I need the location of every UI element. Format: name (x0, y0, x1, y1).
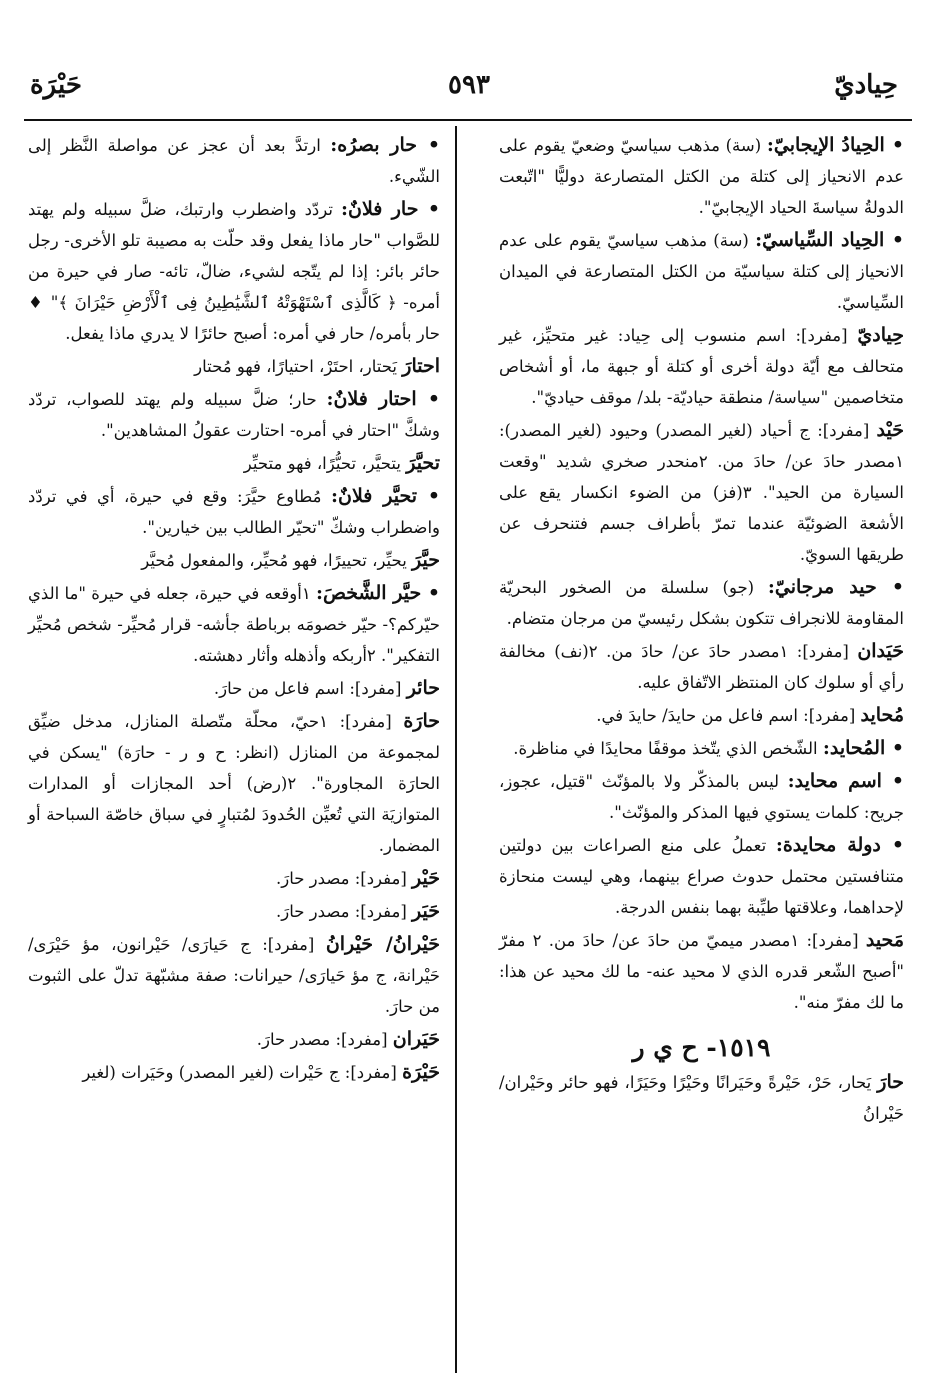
dictionary-entry (28, 706, 440, 861)
dictionary-entry (499, 225, 904, 318)
header-rule (24, 119, 912, 121)
entry-headword: • الحِياد السِّياسيّ: (755, 229, 905, 251)
dictionary-entry (28, 448, 440, 479)
entry-definition: (جو) سلسلة من الصخور البحريّة المقاومة للانجراف تتكون بشكل رئيسيّ من مرجان متضام. (499, 578, 904, 628)
dictionary-entry (28, 578, 440, 671)
entry-definition: يتحيَّر، تحيُّرًا، فهو متحيِّر (243, 454, 407, 473)
entry-definition: الشّخص الذي يتّخذ موقفًا محايدًا في مناظرة. (513, 739, 823, 758)
page-number: ٥٩٣ (448, 70, 490, 100)
dictionary-entry (499, 925, 904, 1018)
entry-definition: [مفرد]: مصدر حارَ. (276, 869, 413, 888)
entry-definition: [مفرد]: ج حَيارَى/ حَيْرانون، مؤ حَيْرَى/ حَيْرانة، ج مؤ حَيارَى/ حيرانات: صفة مشبّهة تدلّ على الثبوت من حارَ. (28, 935, 440, 1016)
entry-definition: [مفرد]: ج حَيْرات (لغير المصدر) وحَيَرات (لغير (82, 1063, 403, 1082)
entry-headword: حَيَر (412, 900, 440, 922)
entry-headword: • المُحايد: (822, 737, 904, 759)
entry-definition: يحيِّر، تحييرًا، فهو مُحيِّر، والمفعول مُحيَّر (141, 551, 413, 570)
entry-definition: [مفرد]: اسم منسوب إلى حِياد: غير متحيِّز، غير متحالف مع أيّة دولة أخرى أو كتلة أو جبهة ما، أو أشخاص متخاصمين "سياسة/ منطقة حياديّة- بلد/ موقف حياديّ". (499, 326, 904, 407)
left-column (28, 130, 440, 1090)
column-separator (455, 126, 457, 1373)
entry-definition: ١أوقعه في حيرة، جعله في حيرة "ما الذي حيّركم؟- حيّر خصومَه برباطة جأشه- قرار مُحيِّر- شخص مُحيِّر التفكير". ٢أربكه وأذهله وأثار دهشته. (28, 584, 440, 665)
dictionary-entry (499, 636, 904, 698)
dictionary-entry (28, 929, 440, 1022)
entry-headword: حَيَران (392, 1028, 440, 1050)
entry-definition: (سة) مذهب سياسيّ يقوم على عدم الانحياز إلى كتلة سياسيّة من الكتل المتصارعة في الميدان السِّياسيّ. (499, 231, 904, 312)
entry-headword: • حار بصرُه: (330, 134, 440, 156)
entry-definition: [مفرد]: ج أحياد (لغير المصدر) وحيود (لغير المصدر): ١مصدر حادَ عن/ حادَ من. ٢منحدر صخري شديد "وقعت السيارة من الحيد". ٣(فز) من الضوء انكسار يقع على الأشعة الضوئيّة عندما تمرّ بأطراف جسم فتنحرف عن طريقها السويّ. (499, 421, 904, 564)
dictionary-entry (28, 545, 440, 576)
right-column (499, 130, 904, 1131)
entry-headword: حائر (406, 677, 440, 699)
entry-headword: • تحيَّر فلانٌ: (331, 485, 441, 507)
entry-headword: حارَ (877, 1071, 904, 1093)
entry-definition: تردّد واضطرب وارتبك، ضلَّ سبيله ولم يهتد للصَّواب "حار ماذا يفعل وقد حلّت به مصيبة تلو الأخرى- رجل حائر بائر: إذا لم يتّجه لشيء، ضالّ، تائه- صار في حيرة من أمره- ﴿ كَالَّذِى ٱسْتَهْوَتْهُ ٱلشَّيَٰطِينُ فِى ٱلْأَرْضِ حَيْرَانَ ﴾" ♦ حار بأمره/ حار في أمره: أصبح حائرًا لا يدري ماذا يفعل. (28, 200, 440, 343)
entry-headword: مَحيد (865, 929, 904, 951)
dictionary-entry (28, 351, 440, 382)
entry-headword: • دولة محايدة: (775, 834, 904, 856)
dictionary-entry (28, 673, 440, 704)
dictionary-entry (499, 700, 904, 731)
entry-headword: تحيَّرَ (406, 452, 440, 474)
dictionary-entry (499, 130, 904, 223)
dictionary-entry (28, 130, 440, 192)
entry-definition: (سة) مذهب سياسيّ وضعيّ يقوم على عدم الانحياز إلى كتلة من الكتل المتصارعة دوليًّا "اتّبعت الدولةُ سياسةَ الحياد الإيجابيّ". (499, 136, 904, 217)
dictionary-entry (28, 384, 440, 446)
dictionary-entry (499, 1067, 904, 1129)
entry-definition: [مفرد]: ١مصدر ميميّ من حادَ عن/ حادَ من. ٢ مفرّ "أصبح الشّعر قدره الذي لا محيد عنه- ما لك محيد عن هذا: ما لك مفرّ منه". (499, 931, 904, 1012)
dictionary-entry (28, 1057, 440, 1088)
entry-headword: حَيْرَة (402, 1061, 440, 1083)
dictionary-entry (28, 863, 440, 894)
entry-headword: • حيَّر الشَّخصَ: (316, 582, 440, 604)
dictionary-entry (499, 572, 904, 634)
entry-headword: • احتار فلانٌ: (326, 388, 440, 410)
entry-definition: [مفرد]: اسم فاعل من حارَ. (213, 679, 407, 698)
dictionary-entry (28, 896, 440, 927)
entry-headword: • الحِيادُ الإيجابيّ: (766, 134, 904, 156)
entry-headword: حَيْد (876, 419, 904, 441)
entry-definition: ارتدَّ بعد أن عجز عن مواصلة النَّظر إلى الشّيء. (28, 136, 440, 186)
entry-headword: حَيْرانُ/ حَيْرانُ (325, 933, 440, 955)
entry-definition: [مفرد]: اسم فاعل من حايدَ/ حايدَ في. (596, 706, 861, 725)
dictionary-entry (28, 1024, 440, 1055)
entry-definition: تعملُ على منع الصراعات بين دولتين متنافستين محتمل حدوث صراع بينهما، وهي ليست منحازة لإحداهما، وعلاقتها طيِّبة بهما بنفس الدرجة. (499, 836, 904, 917)
dictionary-entry (499, 766, 904, 828)
entry-definition: ليس بالمذكّر ولا بالمؤنّث "قتيل، عجوز، جريح: كلمات يستوي فيها المذكر والمؤنّث". (499, 772, 904, 822)
entry-headword: • اسم محايد: (787, 770, 904, 792)
entry-headword: حارَة (403, 710, 440, 732)
entry-headword: • حيد مرجانيّ: (767, 576, 904, 598)
entry-headword: حَيْر (412, 867, 440, 889)
dictionary-entry (28, 481, 440, 543)
entry-definition: يَحتار، احتَرْ، احتيارًا، فهو مُحتار (194, 357, 403, 376)
guide-word-right: حِياديّ (834, 70, 898, 100)
entry-headword: حيَّرَ (412, 549, 440, 571)
dictionary-entry (499, 320, 904, 413)
entry-headword: حَيَدان (857, 640, 905, 662)
dictionary-entry (499, 830, 904, 923)
entry-definition: [مفرد]: ١مصدر حادَ عن/ حادَ من. ٢(نف) مخالفة رأي أو سلوك كان المنتظر الاتّفاق عليه. (499, 642, 904, 692)
entry-headword: مُحايد (860, 704, 904, 726)
dictionary-entry (499, 415, 904, 570)
entry-definition: [مفرد]: مصدر حارَ. (276, 902, 413, 921)
entry-headword: • حار فلانٌ: (340, 198, 440, 220)
guide-word-left: حَيْرَة (30, 70, 82, 100)
entry-headword: حِياديّ (857, 324, 904, 346)
entry-definition: حار؛ ضلَّ سبيله ولم يهتد للصواب، تردّد وشكَّ "احتار في أمره- احتارت عقولُ المشاهدين". (28, 390, 440, 440)
entry-definition: [مفرد]: ١حيّ، محلّة متّصلة المنازل، مدخل ضيِّق لمجموعة من المنازل (انظر: ح و ر - حارَة) "يسكن في الحارَة المجاورة". ٢(رض) أحد المجازات أو المدارات المتوازيَة التي تُعيِّن الحُدودَ لمُتبارٍ في سباق خاصّة السباحة أو المضمار. (28, 712, 440, 855)
entry-definition: [مفرد]: مصدر حارَ. (256, 1030, 393, 1049)
entry-definition: مُطاوع حيَّرَ: وقع في حيرة، أي في تردّد واضطراب وشكّ "تحيّر الطالب بين خيارين". (28, 487, 440, 537)
dictionary-entry (499, 733, 904, 764)
entry-definition: يَحار، حَرْ، حَيْرةً وحَيَرانًا وحَيْرًا وحَيَرًا، فهو حائر وحَيْران/ حَيْرانُ (499, 1073, 904, 1123)
entry-headword: احتارَ (402, 355, 440, 377)
root-heading: ١٥١٩- ح ي ر (632, 1033, 771, 1062)
dictionary-entry (28, 194, 440, 349)
